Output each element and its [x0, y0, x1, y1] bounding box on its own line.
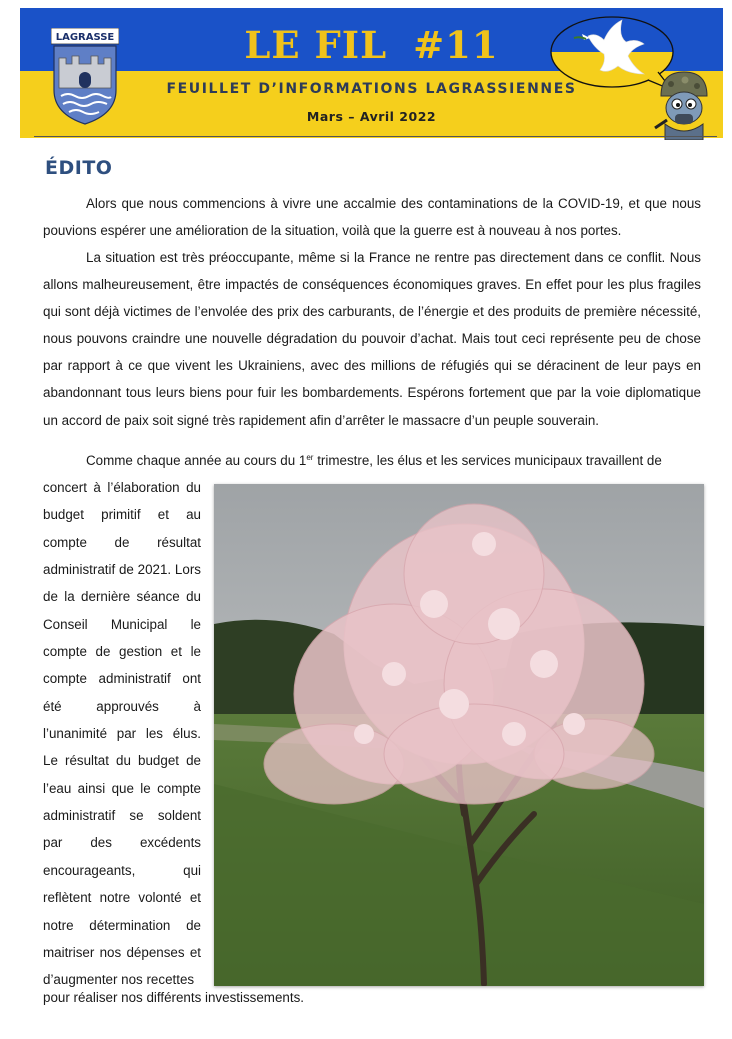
blossom-tree-photo: [214, 484, 704, 986]
issue-date: Mars – Avril 2022: [306, 109, 437, 124]
banner-divider: [34, 136, 717, 137]
p3-superscript: er: [306, 453, 314, 462]
issue-number: #11: [413, 23, 499, 67]
p3-text-before: Comme chaque année au cours du 1: [86, 453, 307, 468]
title-main: LE FIL: [244, 23, 388, 67]
header-banner: [20, 8, 723, 138]
svg-text:LAGRASSE: LAGRASSE: [55, 32, 115, 43]
p3-text-after: trimestre, les élus et les services municipaux travaillent de: [313, 453, 662, 468]
edito-paragraph-3-intro: [43, 447, 701, 474]
edito-column-text: concert à l’élaboration du budget primitif et au compte de résultat administratif de 2021. Lors de la dernière séance du Conseil Municipal le compte de gestion et le compte administratif ont été approuvés à l’unanimité par les élus. Le résultat du budget de l’eau ainsi que le compte administratif se soldent par des excédents encourageants, qui reflètent notre volonté et notre détermination de maitriser nos dépenses et d’augmenter nos recettes: [43, 480, 201, 988]
edito-paragraph-1: Alors que nous commencions à vivre une accalmie des contaminations de la COVID-19, et que nous pouvions espérer une amélioration de la situation, voilà que la guerre est à nouveau à nos portes.: [43, 196, 701, 239]
edito-paragraph-2: La situation est très préoccupante, même si la France ne rentre pas directement dans ce conflit. Nous allons malheureusement, être impactés de conséquences économiques graves. En effet pour les plus fragiles qui sont déjà victimes de l’envolée des prix des carburants, de l’énergie et des produits de première nécessité, nous pouvons craindre une nouvelle dégradation du pouvoir d’achat. Mais tout ceci représente peu de chose par rapport à ce que vivent les Ukrainiens, avec des millions de réfugiés qui se déracinent de leur pays en abandonnant tous leurs biens pour fuir les bombardements. Espérons fortement que par la voie diplomatique un accord de paix soit signé très rapidement afin d’arrêter le massacre d’un peuple souverain.: [43, 250, 701, 428]
edito-closing-line: pour réaliser nos différents investissements.: [43, 990, 304, 1005]
newsletter-subtitle: FEUILLET D’INFORMATIONS LAGRASSIENNES: [166, 81, 577, 97]
mascot-icon: [653, 66, 715, 140]
edito-heading: ÉDITO: [45, 157, 113, 179]
